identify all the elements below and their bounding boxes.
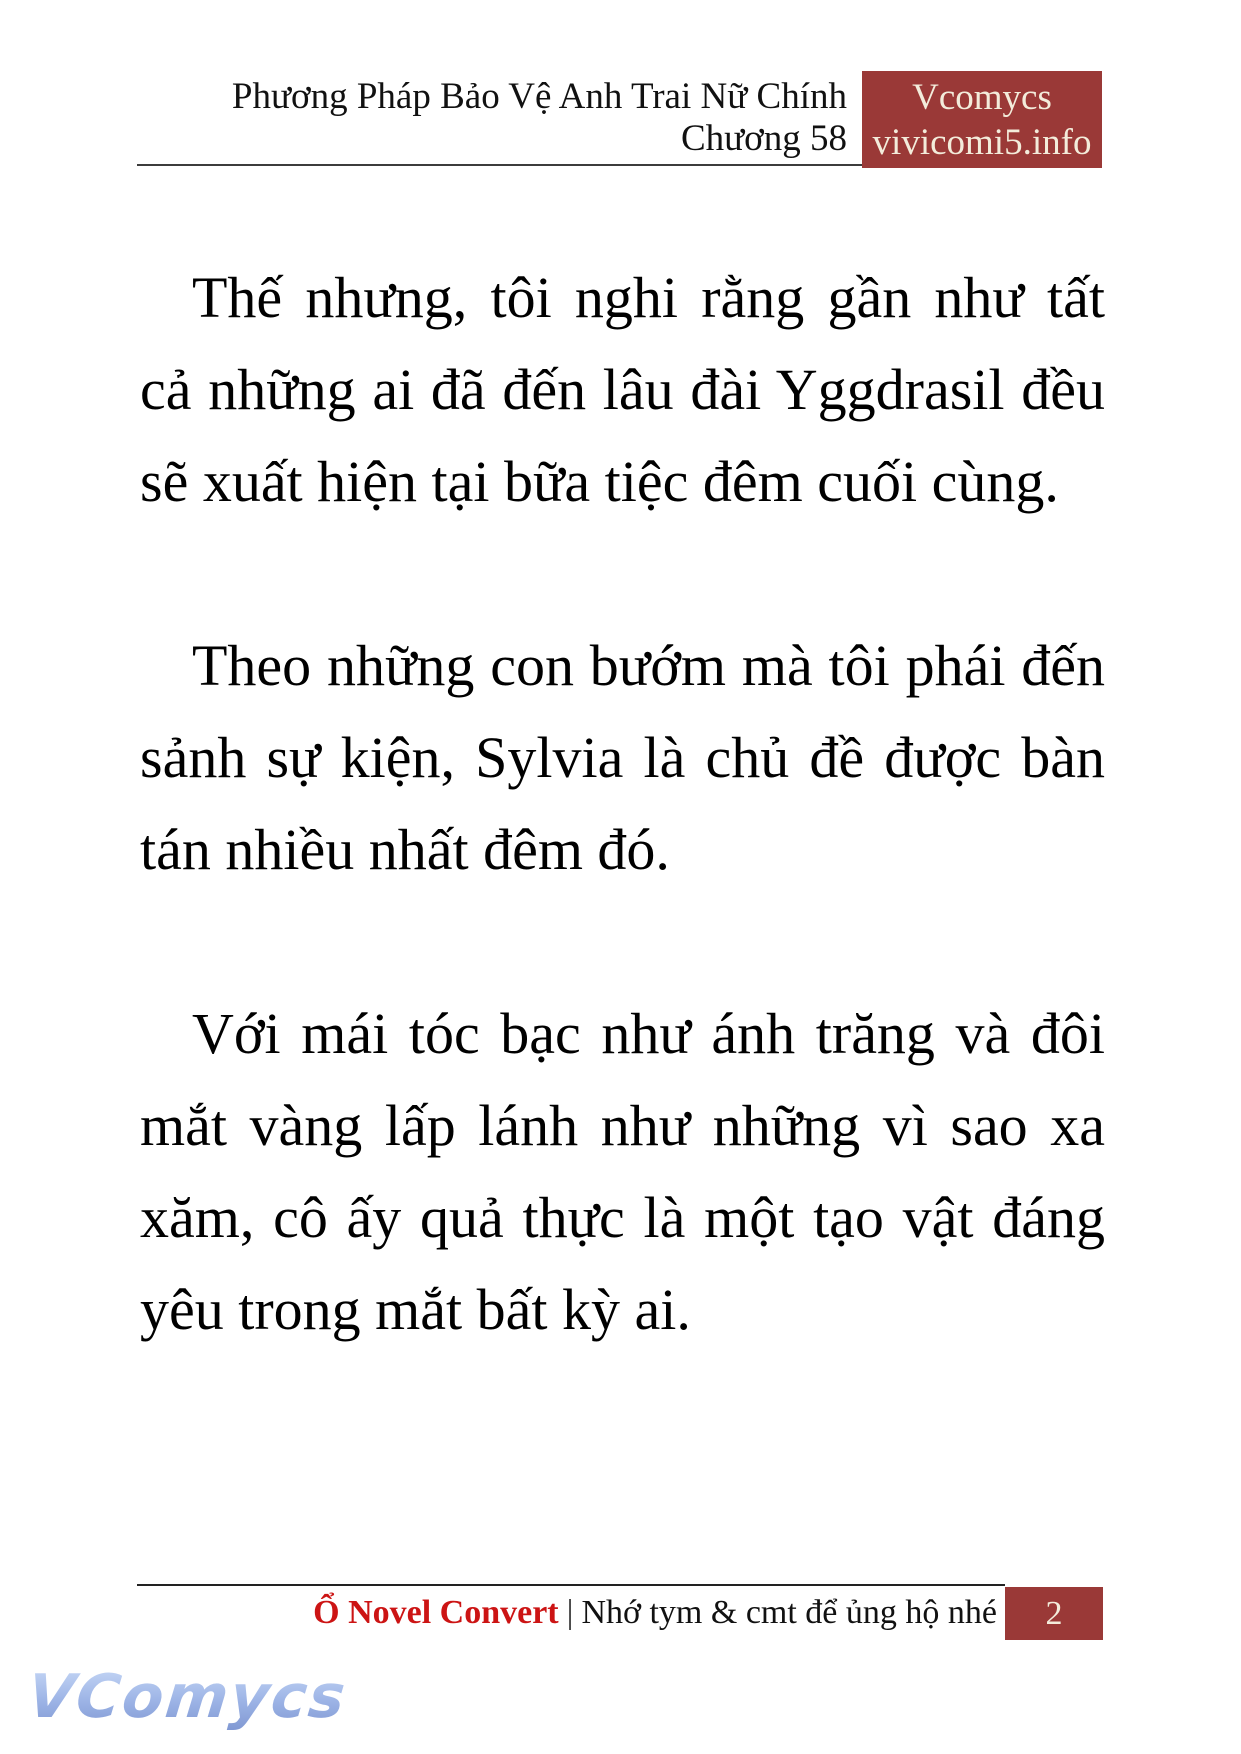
brand-site: vivicomi5.info <box>872 122 1092 163</box>
paragraph-3: Với mái tóc bạc như ánh trăng và đôi mắt vàng lấp lánh như những vì sao xa xăm, cô ấy quả thực là một tạo vật đáng yêu trong mắt bất kỳ ai. <box>140 1001 1105 1342</box>
book-title: Phương Pháp Bảo Vệ Anh Trai Nữ Chính <box>231 76 847 117</box>
paragraph-1: Thế nhưng, tôi nghi rằng gần như tất cả những ai đã đến lâu đài Yggdrasil đều sẽ xuất hiện tại bữa tiệc đêm cuối cùng. <box>140 265 1105 514</box>
header-divider <box>137 164 862 166</box>
chapter-label: Chương 58 <box>680 118 847 159</box>
footer-note: Nhớ tym & cmt để ủng hộ nhé <box>581 1594 997 1631</box>
footer-credit <box>313 1592 997 1634</box>
paragraph-2: Theo những con bướm mà tôi phái đến sảnh sự kiện, Sylvia là chủ đề được bàn tán nhiều nhất đêm đó. <box>140 633 1105 882</box>
brand-name: Vcomycs <box>912 77 1052 118</box>
page-number: 2 <box>1045 1594 1063 1632</box>
footer-brand: Ổ Novel Convert <box>313 1594 559 1631</box>
chapter-header <box>232 76 847 160</box>
chapter-body <box>140 252 1105 1448</box>
footer-divider <box>137 1584 1005 1586</box>
footer-separator: | <box>566 1594 574 1631</box>
page-number-box <box>1005 1587 1103 1640</box>
brand-box <box>862 71 1102 168</box>
vcomycs-watermark: VComycs <box>24 1662 351 1732</box>
